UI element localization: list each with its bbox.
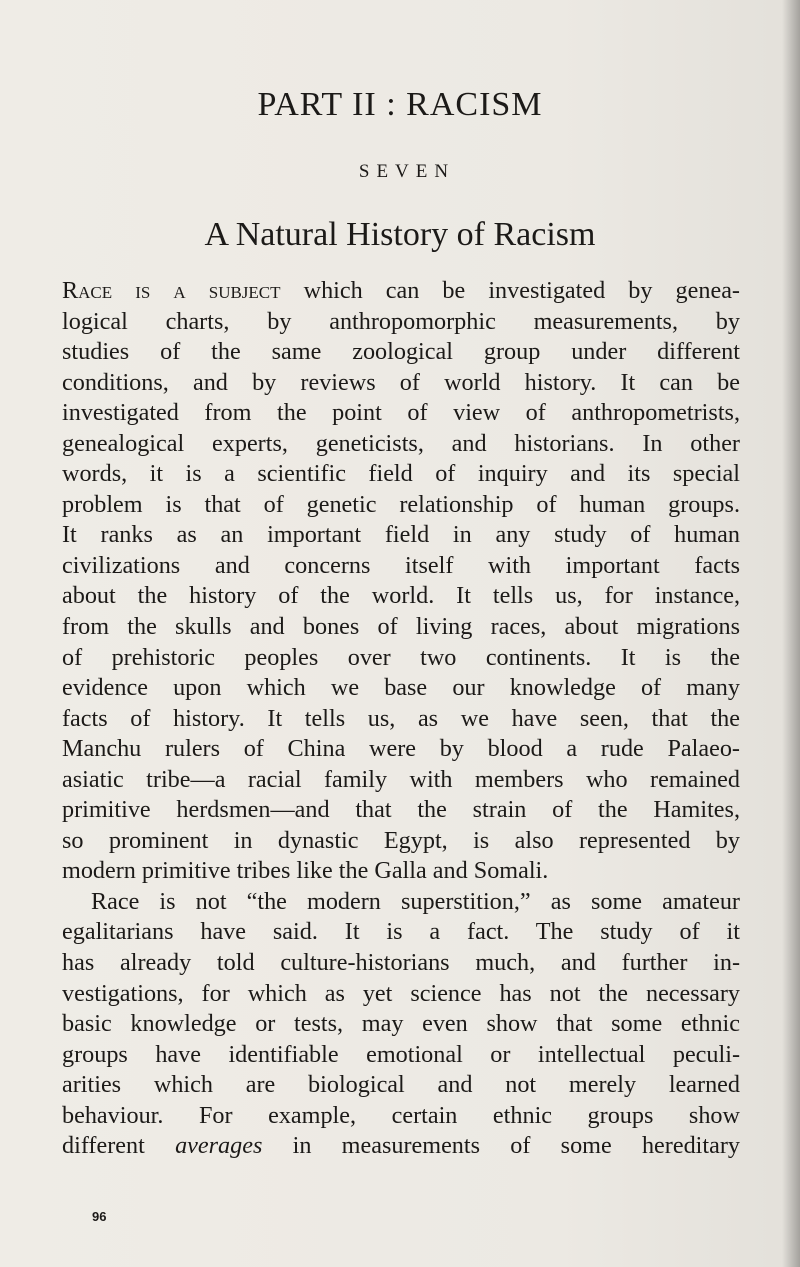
- text-line: of prehistoric peoples over two continents. It is the: [62, 643, 740, 671]
- text-line: genealogical experts, geneticists, and historians. In other: [62, 429, 740, 457]
- text-line: from the skulls and bones of living races, about migrations: [62, 613, 740, 641]
- text-line: evidence upon which we base our knowledge of many: [62, 674, 740, 702]
- text-line: has already told culture-historians much, and further in-: [62, 949, 740, 977]
- text-line: logical charts, by anthropomorphic measurements, by: [62, 307, 740, 335]
- text-line: studies of the same zoological group under different: [62, 338, 740, 366]
- text-line: basic knowledge or tests, may even show that some ethnic: [62, 1010, 740, 1038]
- text-fragment: in measurements of some hereditary: [262, 1132, 740, 1160]
- text-line: Manchu rulers of China were by blood a rude Palaeo-: [62, 735, 740, 763]
- chapter-title: A Natural History of Racism: [204, 216, 596, 253]
- text-line: egalitarians have said. It is a fact. The study of it: [62, 918, 740, 946]
- part-title: PART II : RACISM: [257, 86, 543, 123]
- text-line: facts of history. It tells us, as we have seen, that the: [62, 704, 740, 732]
- page-edge-shadow: [782, 0, 800, 1267]
- text-line: vestigations, for which as yet science has not the necessary: [62, 979, 740, 1007]
- italic-word: averages: [175, 1132, 263, 1160]
- text-line: so prominent in dynastic Egypt, is also represented by: [62, 826, 740, 854]
- text-fragment: different: [62, 1132, 176, 1160]
- text-line: arities which are biological and not merely learned: [62, 1071, 740, 1099]
- opening-smallcaps: Race is a subject: [62, 277, 281, 304]
- text-line: investigated from the point of view of anthropometrists,: [62, 399, 740, 427]
- text-line: problem is that of genetic relationship of human groups.: [62, 490, 740, 518]
- text-line: [62, 276, 740, 307]
- text-line: behaviour. For example, certain ethnic groups show: [62, 1101, 740, 1129]
- text-line: words, it is a scientific field of inquiry and its special: [62, 460, 740, 488]
- chapter-number: SEVEN: [358, 161, 456, 182]
- text-line: civilizations and concerns itself with important facts: [62, 551, 740, 579]
- body-text: [62, 276, 740, 1162]
- text-line: It ranks as an important field in any study of human: [62, 521, 740, 549]
- text-line: primitive herdsmen—and that the strain of the Hamites,: [62, 796, 740, 824]
- text-line-content: which can be investigated by genea-: [280, 277, 740, 304]
- text-line: [62, 1131, 740, 1162]
- text-line: about the history of the world. It tells us, for instance,: [62, 582, 740, 610]
- page-number: 96: [92, 1209, 107, 1224]
- text-line: groups have identifiable emotional or intellectual peculi-: [62, 1040, 740, 1068]
- text-line: modern primitive tribes like the Galla and Somali.: [62, 857, 549, 885]
- text-line: Race is not “the modern superstition,” as some amateur: [91, 887, 740, 915]
- text-line: conditions, and by reviews of world history. It can be: [62, 368, 740, 396]
- text-line: asiatic tribe—a racial family with members who remained: [62, 765, 740, 793]
